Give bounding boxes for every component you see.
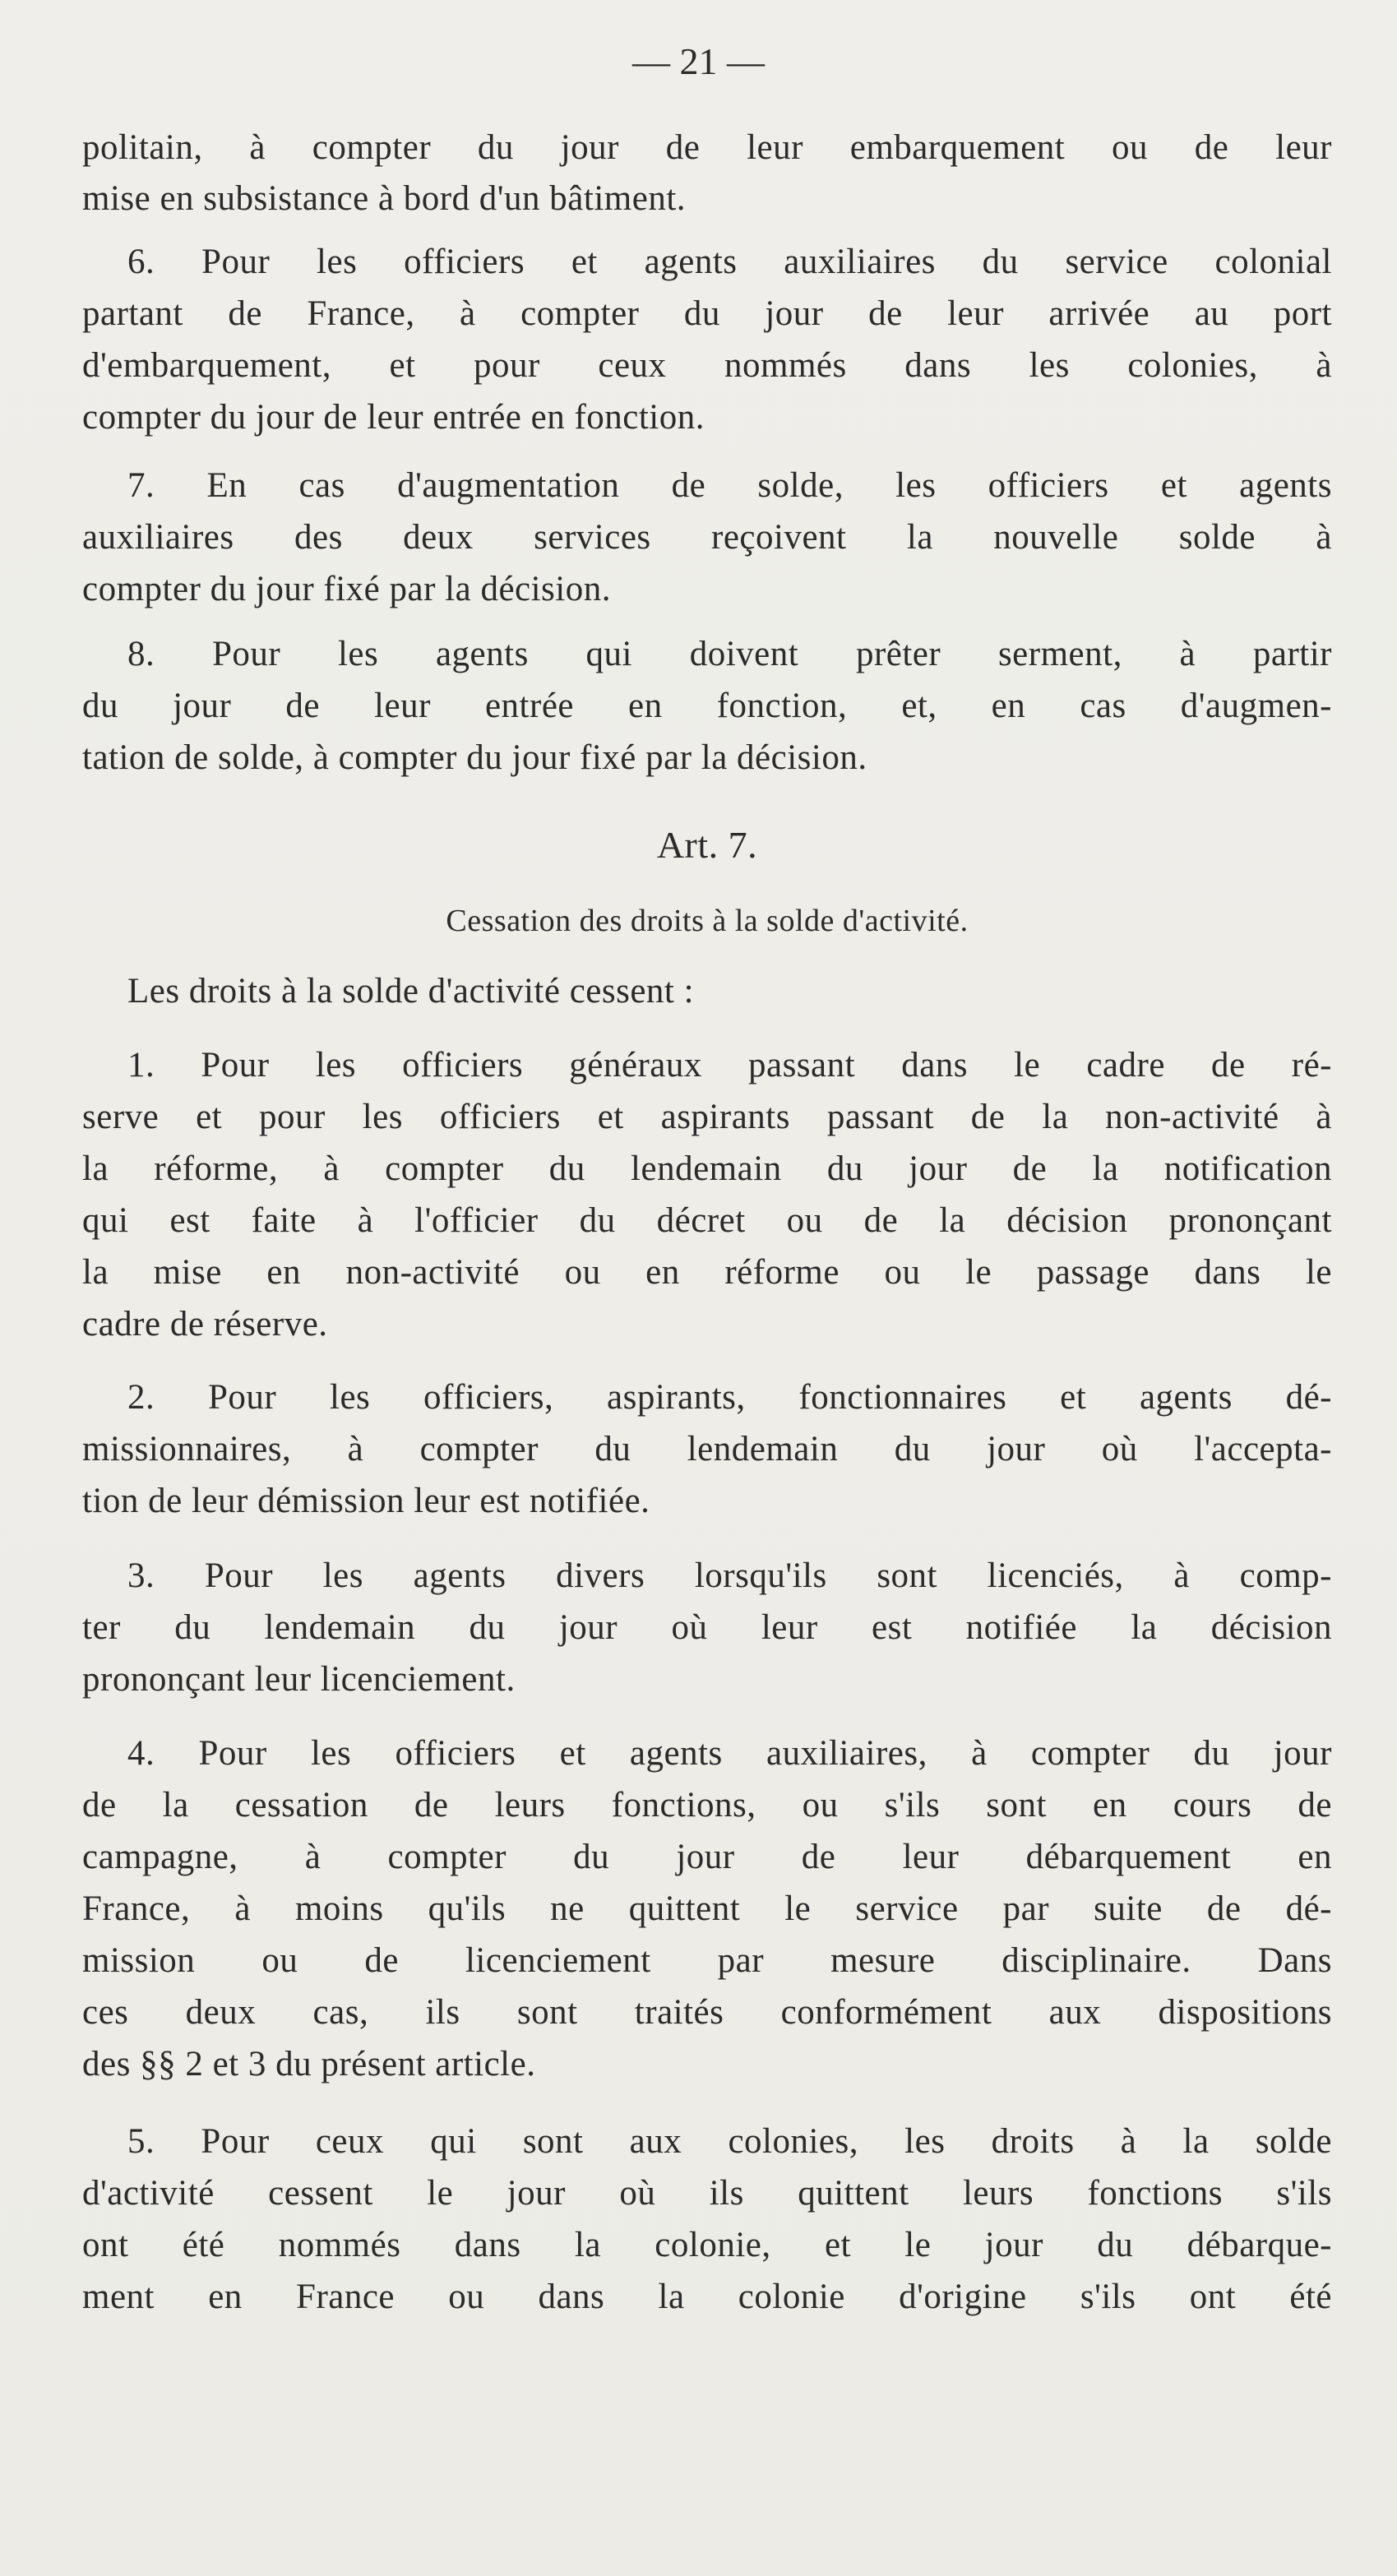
text-line: compter du jour de leur entrée en fonction. — [82, 398, 705, 437]
text-line: mission ou de licenciement par mesure disciplinaire. Dans — [82, 1941, 1332, 1980]
text-line: ces deux cas, ils sont traités conformément aux dispositions — [82, 1993, 1332, 2032]
text-line: la réforme, à compter du lendemain du jour de la notification — [82, 1149, 1332, 1188]
text-line: la mise en non-activité ou en réforme ou le passage dans le — [82, 1253, 1332, 1292]
text-line: auxiliaires des deux services reçoivent la nouvelle solde à — [82, 518, 1332, 557]
text-line: campagne, à compter du jour de leur débarquement en — [82, 1838, 1332, 1876]
text-line: d'activité cessent le jour où ils quittent leurs fonctions s'ils — [82, 2174, 1332, 2213]
text-line: des §§ 2 et 3 du présent article. — [82, 2045, 536, 2083]
text-line: 3. Pour les agents divers lorsqu'ils sont licenciés, à comp- — [127, 1556, 1332, 1595]
text-line: ter du lendemain du jour où leur est notifiée la décision — [82, 1608, 1332, 1647]
text-line: Les droits à la solde d'activité cessent : — [127, 972, 695, 1011]
text-line: du jour de leur entrée en fonction, et, en cas d'augmen- — [82, 687, 1332, 725]
text-line: 7. En cas d'augmentation de solde, les officiers et agents — [127, 466, 1332, 505]
text-line: partant de France, à compter du jour de leur arrivée au port — [82, 294, 1332, 333]
article-subheading: Cessation des droits à la solde d'activité. — [446, 904, 969, 938]
text-line: serve et pour les officiers et aspirants passant de la non-activité à — [82, 1098, 1332, 1136]
text-line: 6. Pour les officiers et agents auxiliaires du service colonial — [127, 243, 1332, 281]
text-line: 1. Pour les officiers généraux passant dans le cadre de ré- — [127, 1046, 1332, 1085]
text-line: 2. Pour les officiers, aspirants, fonctionnaires et agents dé- — [127, 1378, 1332, 1417]
text-line: d'embarquement, et pour ceux nommés dans les colonies, à — [82, 346, 1332, 385]
text-line: compter du jour fixé par la décision. — [82, 570, 611, 608]
text-line: France, à moins qu'ils ne quittent le service par suite de dé- — [82, 1889, 1332, 1928]
text-line: tion de leur démission leur est notifiée. — [82, 1482, 650, 1520]
text-line: ment en France ou dans la colonie d'origine s'ils ont été — [82, 2278, 1332, 2316]
text-line: prononçant leur licenciement. — [82, 1660, 516, 1699]
text-line: 4. Pour les officiers et agents auxiliaires, à compter du jour — [127, 1734, 1332, 1773]
article-heading: Art. 7. — [656, 824, 758, 866]
text-line: 5. Pour ceux qui sont aux colonies, les droits à la solde — [127, 2122, 1332, 2161]
text-line: 8. Pour les agents qui doivent prêter serment, à partir — [127, 635, 1332, 673]
text-line: ont été nommés dans la colonie, et le jour du débarque- — [82, 2226, 1332, 2264]
text-line: cadre de réserve. — [82, 1305, 328, 1343]
text-line: politain, à compter du jour de leur embarquement ou de leur — [82, 128, 1332, 167]
text-line: de la cessation de leurs fonctions, ou s'ils sont en cours de — [82, 1786, 1332, 1824]
text-line: missionnaires, à compter du lendemain du jour où l'accepta- — [82, 1430, 1332, 1468]
text-line: mise en subsistance à bord d'un bâtiment. — [82, 179, 687, 218]
page-number: — 21 — — [632, 40, 765, 82]
text-line: qui est faite à l'officier du décret ou de la décision prononçant — [82, 1201, 1332, 1240]
text-line: tation de solde, à compter du jour fixé par la décision. — [82, 738, 867, 777]
